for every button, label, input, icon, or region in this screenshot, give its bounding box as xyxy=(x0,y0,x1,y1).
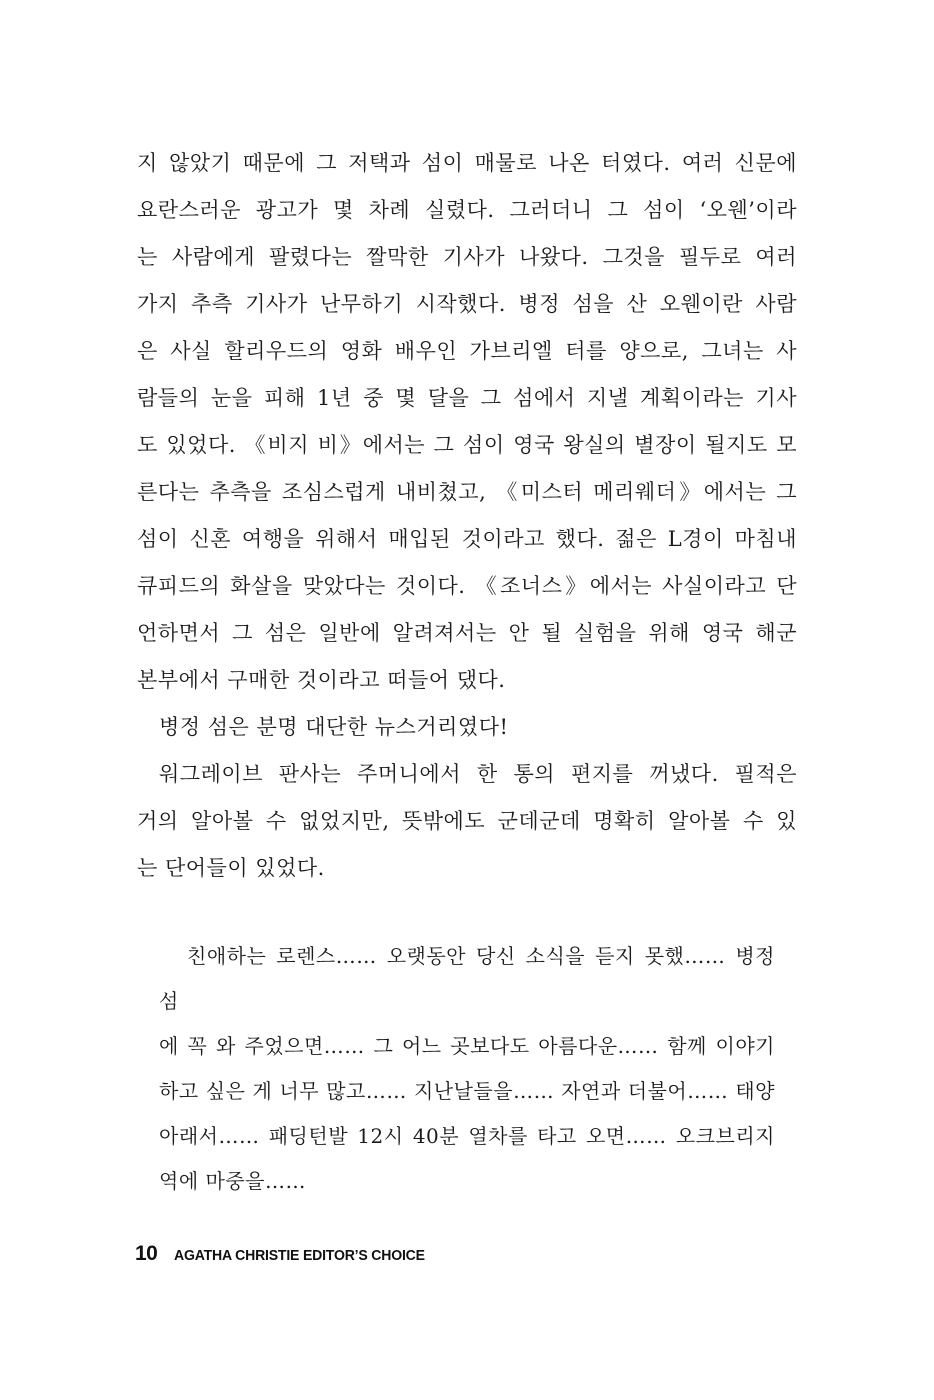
body-line: 람들의 눈을 피해 1년 중 몇 달을 그 섬에서 지낼 계획이라는 기사 xyxy=(137,386,797,410)
page-footer xyxy=(135,1242,433,1266)
body-line: 은 사실 할리우드의 영화 배우인 가브리엘 터를 양으로, 그녀는 사 xyxy=(137,339,797,363)
body-line: 언하면서 그 섬은 일반에 알려져서는 안 될 실험을 위해 영국 해군 xyxy=(137,621,797,645)
body-line: 른다는 추측을 조심스럽게 내비쳤고, 《미스터 메리웨더》에서는 그 xyxy=(137,480,797,504)
body-line: 큐피드의 화살을 맞았다는 것이다. 《조너스》에서는 사실이라고 단 xyxy=(137,574,797,598)
letter-excerpt xyxy=(159,934,775,1204)
letter-line: 친애하는 로렌스…… 오랫동안 당신 소식을 듣지 못했…… 병정 섬 xyxy=(159,944,775,1013)
body-line: 섬이 신혼 여행을 위해서 매입된 것이라고 했다. 젊은 L경이 마침내 xyxy=(137,527,797,551)
page-number: 10 xyxy=(135,1242,158,1265)
body-line: 는 사람에게 팔렸다는 짤막한 기사가 나왔다. 그것을 필두로 여러 xyxy=(137,245,797,269)
letter-line: 아래서…… 패딩턴발 12시 40분 열차를 타고 오면…… 오크브리지 xyxy=(159,1124,775,1148)
letter-line: 에 꼭 와 주었으면…… 그 어느 곳보다도 아름다운…… 함께 이야기 xyxy=(159,1034,775,1058)
body-line: 가지 추측 기사가 난무하기 시작했다. 병정 섬을 산 오웬이란 사람 xyxy=(137,292,797,316)
body-line: 지 않았기 때문에 그 저택과 섬이 매물로 나온 터였다. 여러 신문에 xyxy=(137,151,797,175)
body-line: 본부에서 구매한 것이라고 떠들어 댔다. xyxy=(137,668,506,692)
letter-line: 역에 마중을…… xyxy=(159,1169,306,1193)
body-line: 요란스러운 광고가 몇 차례 실렸다. 그러더니 그 섬이 ‘오웬’이라 xyxy=(137,198,797,222)
body-line: 는 단어들이 있었다. xyxy=(137,856,325,880)
body-line: 거의 알아볼 수 없었지만, 뜻밖에도 군데군데 명확히 알아볼 수 있 xyxy=(137,809,797,833)
page-text-block xyxy=(137,140,797,1204)
body-line: 워그레이브 판사는 주머니에서 한 통의 편지를 꺼냈다. 필적은 xyxy=(159,762,797,786)
body-line: 병정 섬은 분명 대단한 뉴스거리였다! xyxy=(159,715,509,739)
letter-line: 하고 싶은 게 너무 많고…… 지난날들을…… 자연과 더불어…… 태양 xyxy=(159,1079,775,1103)
body-line: 도 있었다. 《비지 비》에서는 그 섬이 영국 왕실의 별장이 될지도 모 xyxy=(137,433,797,457)
running-head: AGATHA CHRISTIE EDITOR’S CHOICE xyxy=(174,1248,426,1264)
